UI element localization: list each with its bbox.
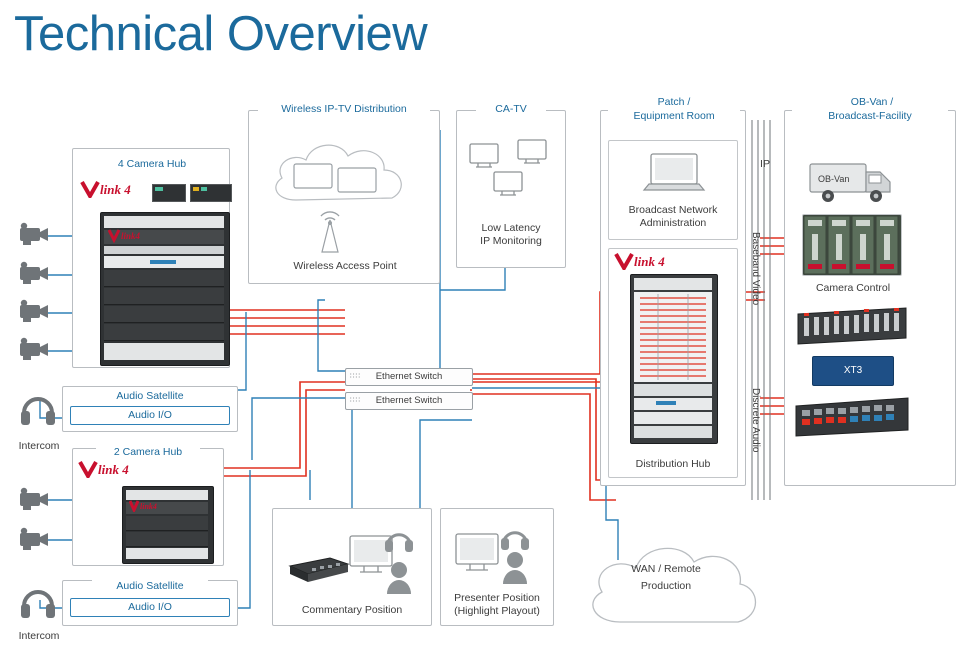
svg-text:link4: link4 xyxy=(140,502,157,511)
rack-unit-5 xyxy=(104,270,224,287)
wireless-access-point-icon xyxy=(308,206,352,256)
obvan-label-line1: OB-Van / xyxy=(820,96,924,109)
wireless-access-point-label: Wireless Access Point xyxy=(293,260,397,272)
dist-rack-bottom xyxy=(634,426,712,438)
intercom-label-1: Intercom xyxy=(18,440,60,452)
ethernet-switch-1-label: Ethernet Switch xyxy=(375,371,443,382)
rack-unit-4-indicator xyxy=(150,260,176,264)
camera-hub-4-label: 4 Camera Hub xyxy=(96,158,208,171)
rack-vlink-logo xyxy=(108,229,154,246)
rack-unit-6 xyxy=(104,288,224,305)
rack-unit-1 xyxy=(104,216,224,228)
switch-ports-icon-2: ∷∷ xyxy=(350,397,361,404)
wireless-iptv-label: Wireless IP-TV Distribution xyxy=(258,103,430,116)
xt3-label: XT3 xyxy=(843,365,863,376)
discrete-audio-label: Discrete Audio xyxy=(750,388,761,453)
svg-text:link 4: link 4 xyxy=(100,182,131,197)
commentary-equipment-icon xyxy=(286,520,422,596)
rack2-unit-4 xyxy=(126,532,208,547)
vlink-logo-2cam xyxy=(78,460,146,483)
audio-satellite-label-1: Audio Satellite xyxy=(92,390,208,403)
rack2-unit-3 xyxy=(126,516,208,531)
hub-device-a-led xyxy=(155,187,163,191)
ethernet-switch-2-label: Ethernet Switch xyxy=(375,395,443,406)
dist-rack-mid1 xyxy=(634,384,712,396)
hub-device-b-led xyxy=(193,187,199,191)
broadcast-network-label-line1: Broadcast Network xyxy=(628,204,718,216)
switch-ports-icon-1: ∷∷ xyxy=(350,373,361,380)
dist-rack-led xyxy=(656,401,676,405)
cloud-icon-wireless xyxy=(258,128,432,218)
camera-icon-2 xyxy=(14,261,50,292)
baseband-video-label: Baseband Video xyxy=(750,232,761,306)
camera-icon-6 xyxy=(14,527,50,558)
camera-icon-3 xyxy=(14,299,50,330)
audio-io-1: Audio I/O xyxy=(70,406,230,425)
patch-room-label-line2: Equipment Room xyxy=(608,110,740,123)
dist-rack-mid3 xyxy=(634,412,712,424)
rack-unit-9 xyxy=(104,343,224,360)
presenter-position-label-line2: (Highlight Playout) xyxy=(454,605,540,617)
laptop-icon xyxy=(638,150,710,202)
broadcast-network-label-line2: Administration xyxy=(639,217,707,229)
page-title: Technical Overview xyxy=(14,7,428,61)
ob-van-truck-icon xyxy=(806,160,896,206)
intercom-headset-icon-1 xyxy=(18,395,58,434)
rack-unit-8 xyxy=(104,324,224,341)
intercom-headset-icon-2 xyxy=(18,588,58,627)
svg-text:link 4: link 4 xyxy=(98,462,129,477)
svg-text:link 4: link 4 xyxy=(634,254,665,269)
low-latency-label-line2: IP Monitoring xyxy=(480,235,542,247)
commentary-position-label: Commentary Position xyxy=(301,604,403,616)
wan-label-line1: WAN / Remote xyxy=(631,563,701,575)
vlink-logo-4cam xyxy=(80,180,148,203)
tv-monitors-icon xyxy=(466,136,558,208)
svg-text:link4: link4 xyxy=(121,231,141,241)
rack2-vlink-logo xyxy=(129,500,169,515)
wan-label-line2: Production xyxy=(640,580,692,592)
rack2-unit-5 xyxy=(126,548,208,559)
hub-device-b-led2 xyxy=(201,187,207,191)
camera-control-label: Camera Control xyxy=(815,282,891,294)
camera-icon-1 xyxy=(14,222,50,253)
audio-io-2: Audio I/O xyxy=(70,598,230,617)
rack2-unit-1 xyxy=(126,490,208,500)
camera-icon-5 xyxy=(14,487,50,518)
low-latency-label-line1: Low Latency xyxy=(481,222,541,234)
catv-label: CA-TV xyxy=(476,103,546,116)
intercom-label-2: Intercom xyxy=(18,630,60,642)
vlink-logo-dist xyxy=(614,252,682,275)
ethernet-switch-2[interactable] xyxy=(345,392,473,410)
presenter-position-label-line1: Presenter Position xyxy=(454,592,540,604)
ip-label: IP xyxy=(760,158,770,170)
rack-unit-3 xyxy=(104,246,224,254)
svg-text:OB-Van: OB-Van xyxy=(818,174,850,184)
audio-satellite-label-2: Audio Satellite xyxy=(92,580,208,593)
dist-rack-top xyxy=(634,278,712,290)
presenter-equipment-icon xyxy=(452,524,544,586)
camera-control-strips xyxy=(802,214,902,276)
camera-icon-4 xyxy=(14,337,50,368)
audio-console-icon-1 xyxy=(794,304,910,348)
distribution-hub-label: Distribution Hub xyxy=(635,458,711,470)
patch-cables xyxy=(636,294,710,380)
patch-room-label-line1: Patch / xyxy=(616,96,732,109)
obvan-label-line2: Broadcast-Facility xyxy=(792,110,948,123)
production-switcher-icon xyxy=(792,394,912,440)
ethernet-switch-1[interactable] xyxy=(345,368,473,386)
rack-unit-7 xyxy=(104,306,224,323)
camera-hub-2-label: 2 Camera Hub xyxy=(96,446,200,459)
